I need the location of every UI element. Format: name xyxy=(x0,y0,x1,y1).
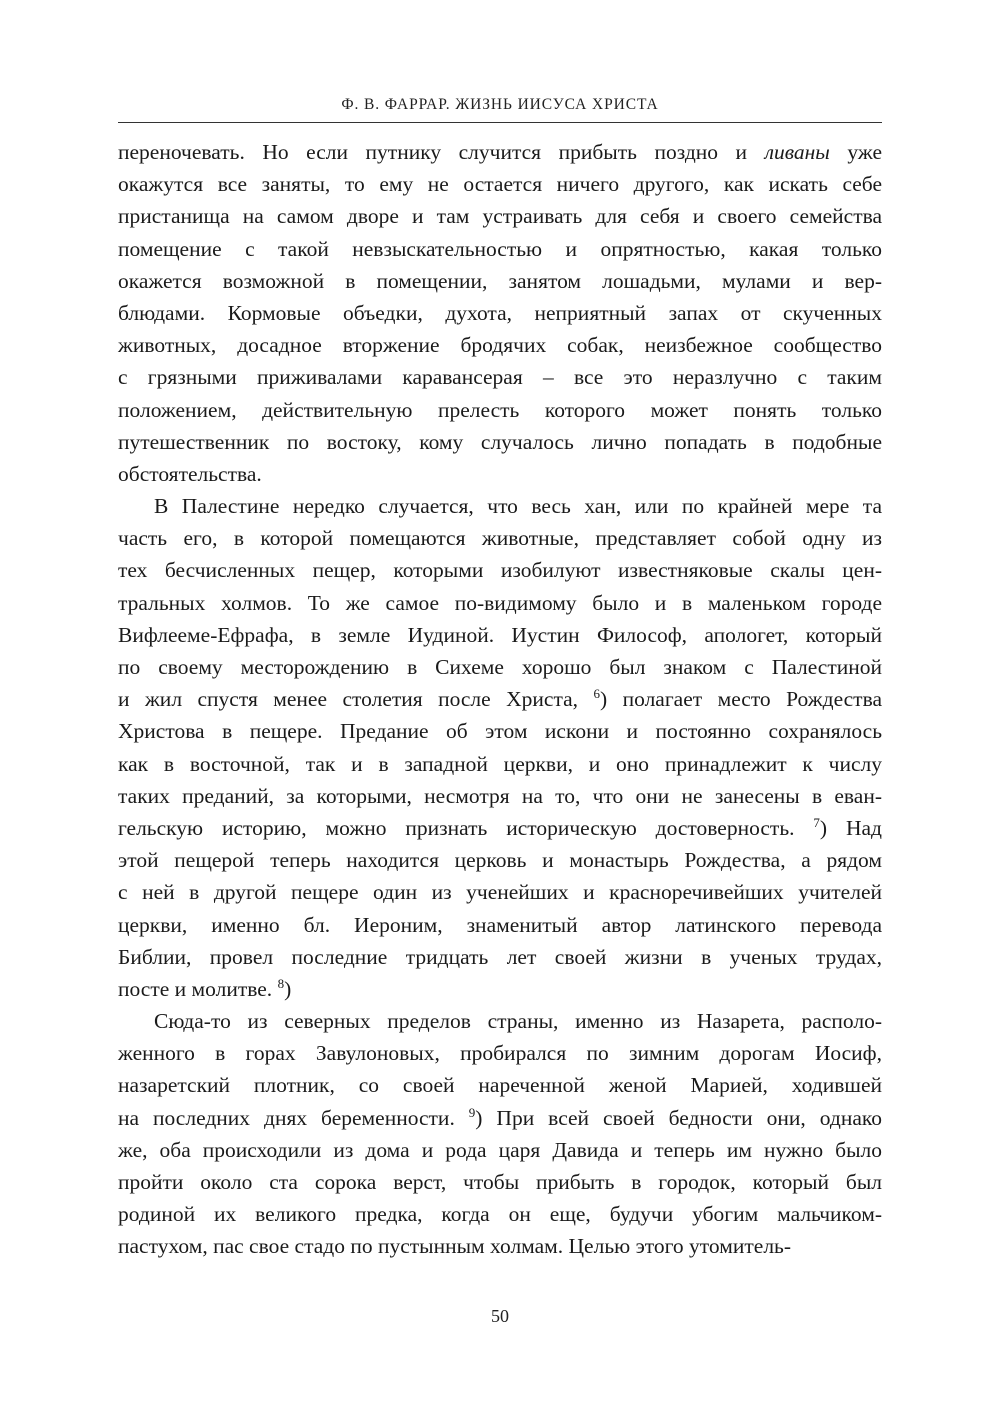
text-run: блюдами. Кормовые объедки, духота, неприятный запах от скученных xyxy=(118,300,882,325)
footnote-marker: 8 xyxy=(277,975,285,991)
text-run: помещение с такой невзыскательностью и опрятностью, какая только xyxy=(118,236,882,261)
text-run: Сюда-то из северных пределов страны, именно из Назарета, располо- xyxy=(154,1009,882,1034)
paragraph xyxy=(118,136,882,490)
text-line xyxy=(118,1102,882,1134)
text-run: уже xyxy=(829,140,882,164)
text-run: гельскую историю, можно признать историческую достоверность. xyxy=(118,815,814,840)
text-run: тральных холмов. То же самое по-видимому было и в маленьком городе xyxy=(118,590,882,615)
text-run: пристанища на самом дворе и там устраивать для себя и своего семейства xyxy=(118,204,882,229)
text-line xyxy=(118,973,882,1005)
text-line xyxy=(118,297,882,329)
text-line xyxy=(118,1166,882,1198)
text-line xyxy=(118,522,882,554)
text-line xyxy=(118,683,882,715)
text-line xyxy=(118,490,882,522)
text-run: окажется возможной в помещении, занятом лошадьми, мулами и вер- xyxy=(118,268,882,293)
text-run: часть его, в которой помещаются животные, представляет собой одну из xyxy=(118,526,882,551)
text-line xyxy=(118,265,882,297)
text-run: положением, действительную прелесть которого может понять только xyxy=(118,397,882,422)
text-line xyxy=(118,1198,882,1230)
text-line xyxy=(118,651,882,683)
text-line xyxy=(118,1005,882,1037)
text-run: этой пещерой теперь находится церковь и монастырь Рождества, а рядом xyxy=(118,848,882,873)
text-line xyxy=(118,748,882,780)
text-line xyxy=(118,1069,882,1101)
text-line xyxy=(118,233,882,265)
text-run: переночевать. Но если путнику случится прибыть поздно и xyxy=(118,140,765,164)
text-run: с грязными приживалами каравансерая – все это неразлучно с таким xyxy=(118,365,882,390)
text-line xyxy=(118,1230,882,1262)
text-run: на последних днях беременности. xyxy=(118,1105,469,1130)
text-line xyxy=(118,458,882,490)
text-line xyxy=(118,136,882,168)
text-run: В Палестине нередко случается, что весь хан, или по крайней мере та xyxy=(154,494,882,519)
text-line xyxy=(118,780,882,812)
text-line xyxy=(118,200,882,232)
text-run: Христова в пещере. Предание об этом искони и постоянно сохранялось xyxy=(118,719,882,744)
text-line xyxy=(118,1037,882,1069)
text-run: же, оба происходили из дома и рода царя Давида и теперь им нужно было xyxy=(118,1137,882,1162)
footnote-marker: 7 xyxy=(813,814,820,830)
text-line xyxy=(118,1134,882,1166)
text-run: пройти около ста сорока верст, чтобы прибыть в городок, который был xyxy=(118,1170,882,1194)
text-run: окажутся все заняты, то ему не остается ничего другого, как искать себе xyxy=(118,172,882,197)
text-run: Вифлееме-Ефрафа, в земле Иудиной. Иустин Философ, апологет, который xyxy=(118,622,882,647)
text-run: церкви, именно бл. Иероним, знаменитый автор латинского перевода xyxy=(118,912,882,937)
footnote-marker: 6 xyxy=(593,686,600,702)
text-run: женного в горах Завулоновых, пробирался по зимним дорогам Иосиф, xyxy=(118,1041,882,1066)
text-line xyxy=(118,844,882,876)
text-run: обстоятельства. xyxy=(118,461,262,486)
footnote-marker: 9 xyxy=(468,1104,476,1120)
paragraph xyxy=(118,490,882,1005)
text-run: посте и молитве. xyxy=(118,976,278,1001)
text-line xyxy=(118,812,882,844)
text-line xyxy=(118,554,882,586)
text-run: ) полагает место Рождества xyxy=(600,687,882,712)
page-number: 50 xyxy=(491,1306,509,1326)
text-run: назаретский плотник, со своей нареченной женой Марией, ходившей xyxy=(118,1073,882,1098)
text-run: ) xyxy=(284,976,292,1001)
text-line xyxy=(118,426,882,458)
text-line xyxy=(118,361,882,393)
text-run: и жил спустя менее столетия после Христа, xyxy=(118,687,594,712)
text-line xyxy=(118,876,882,908)
text-run: как в восточной, так и в западной церкви, и оно принадлежит к числу xyxy=(118,751,882,776)
text-run: Библии, провел последние тридцать лет своей жизни в ученых трудах, xyxy=(118,944,882,969)
text-line xyxy=(118,394,882,426)
text-run: пастухом, пас свое стадо по пустынным холмам. Целью этого утомитель- xyxy=(118,1234,792,1259)
text-run: по своему месторождению в Сихеме хорошо был знаком с Палестиной xyxy=(118,655,882,679)
text-line xyxy=(118,909,882,941)
text-run: с ней в другой пещере один из ученейших и красноречивейших учителей xyxy=(118,880,882,905)
text-line xyxy=(118,329,882,361)
text-line xyxy=(118,587,882,619)
text-run: тех бесчисленных пещер, которыми изобилуют известняковые скалы цен- xyxy=(118,558,882,583)
text-run: таких преданий, за которыми, несмотря на то, что они не занесены в еван- xyxy=(118,783,882,808)
text-line xyxy=(118,168,882,200)
body-text xyxy=(118,136,882,1263)
text-line xyxy=(118,941,882,973)
text-run: родиной их великого предка, когда он еще, будучи убогим мальчиком- xyxy=(118,1202,882,1227)
text-run: ) При всей своей бедности они, однако xyxy=(475,1105,882,1130)
running-head: Ф. В. ФАРРАР. ЖИЗНЬ ИИСУСА ХРИСТА xyxy=(341,96,659,113)
text-run: ) Над xyxy=(819,815,882,840)
italic-term: ливаны xyxy=(764,140,830,164)
paragraph xyxy=(118,1005,882,1263)
text-run: путешественник по востоку, кому случалось лично попадать в подобные xyxy=(118,429,882,454)
text-run: животных, досадное вторжение бродячих собак, неизбежное сообщество xyxy=(118,333,882,358)
header-rule xyxy=(118,122,882,123)
text-line xyxy=(118,715,882,747)
text-line xyxy=(118,619,882,651)
